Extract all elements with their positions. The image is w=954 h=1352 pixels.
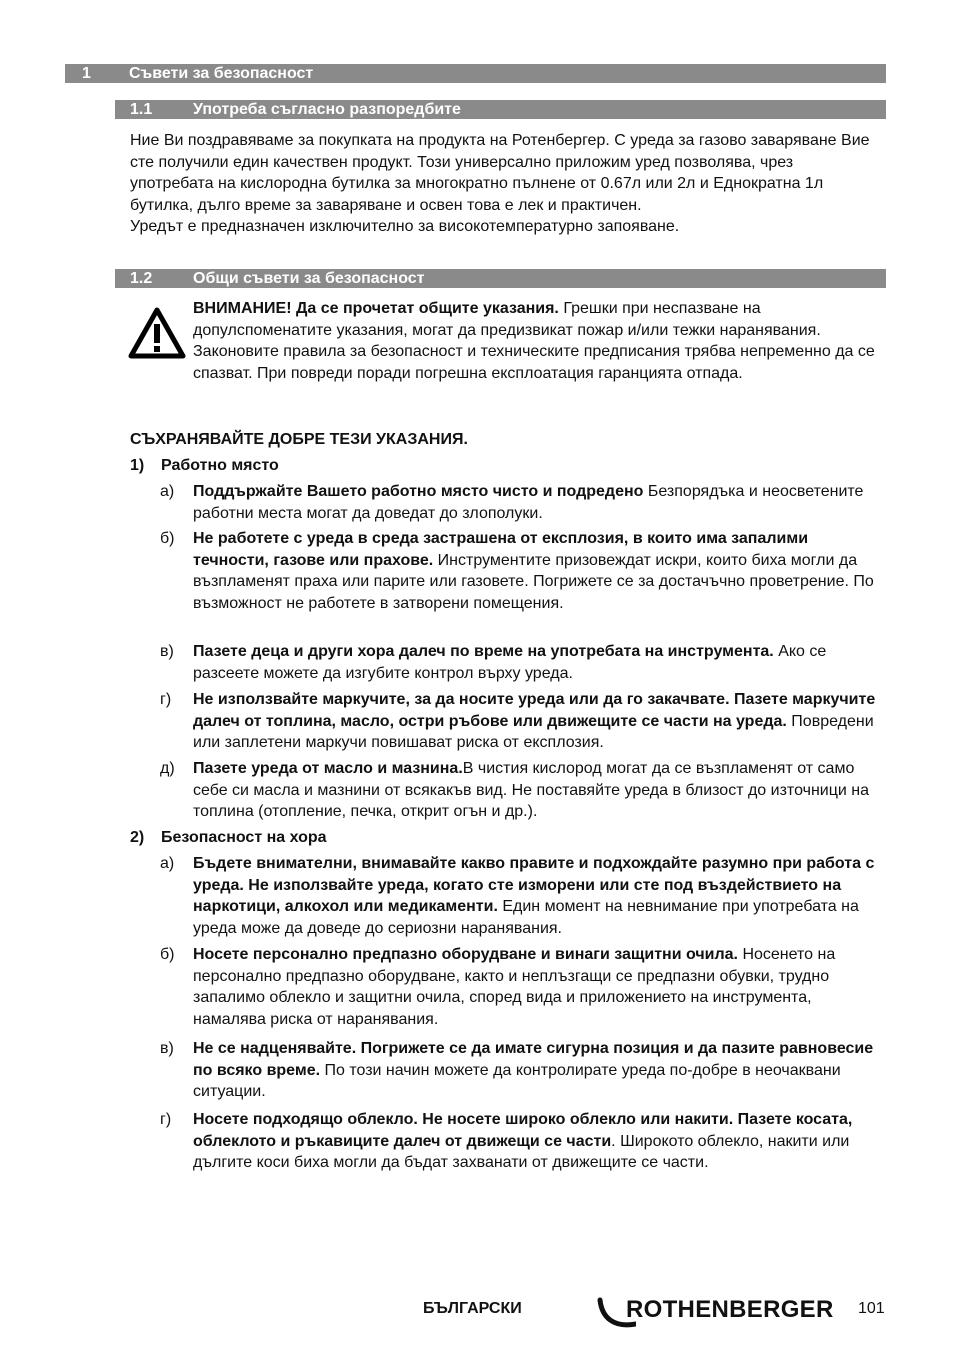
section-title: Общи съвети за безопасност xyxy=(193,270,425,287)
item-letter: д) xyxy=(160,760,175,777)
item-bold: Не се надценявайте. Погрижете се да имате сигурна позиция и да пазите равновесие по всяко време. xyxy=(193,1040,874,1079)
section-heading-1 xyxy=(65,64,886,83)
section-heading-1-2 xyxy=(115,269,886,288)
item-letter: в) xyxy=(160,643,174,660)
subsection-title: Работно място xyxy=(161,457,279,474)
item-text: Инструментите призовеждат искри, които биха могли да възпламенят праха или парите или газовете. Погрижете се за достачъчно проветрение. По възможност не работете в затворени помещения. xyxy=(193,551,874,612)
item-text: По този начин можете да контролирате уреда по-добре в неочаквани ситуации. xyxy=(193,1061,841,1100)
warning-triangle-icon xyxy=(128,307,186,359)
item-text: Носенето на персонално предпазно оборудване, както и неплъзгащи се предпазни обувки, трудно запалимо облекло и защитни очила, според вида и приложението на инструмента, намалява риска от наранявания. xyxy=(193,946,836,1028)
keep-instructions: СЪХРАНЯВАЙТЕ ДОБРЕ ТЕЗИ УКАЗАНИЯ. xyxy=(130,431,468,448)
item-bold: Носете персонално предпазно оборудване и винаги защитни очила. xyxy=(193,946,738,963)
section-title: Съвети за безопасност xyxy=(129,65,314,82)
section-number: 1.2 xyxy=(130,270,153,287)
item-bold: Не използвайте маркучите, за да носите уреда или да го закачвате. Пазете маркучите далеч от топлина, масло, остри ръбове или движещите се части на уреда. xyxy=(193,691,876,730)
warning-text xyxy=(193,298,888,384)
subsection-number: 1) xyxy=(130,457,145,474)
item-letter: б) xyxy=(160,530,175,547)
item-text: В чистия кислород могат да се възпламенят от само себе си масла и мазнини от всякакъв вид. Не поставяйте уреда в близост до източници на топлина (отопление, печка, открит огън и др.). xyxy=(193,760,869,820)
intro-paragraph: Уредът е предназначен изключително за високотемпературно запояване. xyxy=(130,218,680,235)
item-letter: б) xyxy=(160,946,175,963)
item-bold: Пазете уреда от масло и мазнина. xyxy=(193,760,463,777)
intro-text xyxy=(130,130,870,238)
section-heading-1-1 xyxy=(115,100,886,119)
item-text: Ако се разсеете можете да изгубите контрол върху уреда. xyxy=(193,643,827,682)
section-number: 1.1 xyxy=(130,101,153,118)
item-letter: г) xyxy=(160,1111,172,1128)
page-number: 101 xyxy=(858,1300,885,1317)
warning-body: Грешки при неспазване на допулспоменатите указания, могат да предизвикат пожар и/или тежки наранявания. Законовите правила за безопасност и техническите предписания трябва непременно да се спазват. При повреди поради погрешна експлоатация гаранцията отпада. xyxy=(193,300,875,382)
brand-name: ROTHENBERGER xyxy=(626,1296,834,1323)
subsection-number: 2) xyxy=(130,829,145,846)
item-bold: Носете подходящо облекло. Не носете широко облекло или накити. Пазете косата, облеклото и ръкавиците далеч от движещи се части xyxy=(193,1111,853,1150)
item-text: . Широкото облекло, накити или дългите коси биха могли да бъдат захванати от движещите се части. xyxy=(193,1132,850,1171)
item-letter: а) xyxy=(160,855,175,872)
item-bold: Не работете с уреда в среда застрашена от експлозия, в които има запалими течности, газове или прахове. xyxy=(193,530,809,569)
brand-logo xyxy=(596,1290,836,1330)
item-letter: а) xyxy=(160,483,175,500)
item-text: Един момент на невнимание при употребата на уреда може да доведе до сериозни наранявания. xyxy=(193,898,859,937)
intro-paragraph: Ние Ви поздравяваме за покупката на продукта на Ротенбергер. С уреда за газово заваряване Вие сте получили един качествен продукт. Този универсално приложим уред позволява, чрез употребата на кислородна бутилка за многократно пълнене от 0.67л или 2л и Еднократна 1л бутилка, дълго време за заваряване и освен това е лек и практичен. xyxy=(130,132,870,214)
item-bold: Поддържайте Вашето работно място чисто и подредено xyxy=(193,483,644,500)
footer-language: БЪЛГАРСКИ xyxy=(423,1300,522,1317)
item-bold: Пазете деца и други хора далеч по време на употребата на инструмента. xyxy=(193,643,774,660)
section-number: 1 xyxy=(82,65,91,82)
item-letter: в) xyxy=(160,1040,174,1057)
item-bold: Бъдете внимателни, внимавайте какво правите и подхождайте разумно при работа с уреда. Не използвайте уреда, когато сте изморени или сте под въздействието на наркотици, алкохол или медикаменти. xyxy=(193,855,875,915)
subsection-title: Безопасност на хора xyxy=(161,829,327,846)
item-text: Безпорядъка и неосветените работни места могат да доведат до злополуки. xyxy=(193,483,864,522)
section-title: Употреба съгласно разпоредбите xyxy=(193,101,461,118)
item-letter: г) xyxy=(160,691,172,708)
item-text: Повредени или заплетени маркучи повишават риска от експлозия. xyxy=(193,712,874,751)
warning-bold: ВНИМАНИЕ! Да се прочетат общите указания. xyxy=(193,300,559,317)
